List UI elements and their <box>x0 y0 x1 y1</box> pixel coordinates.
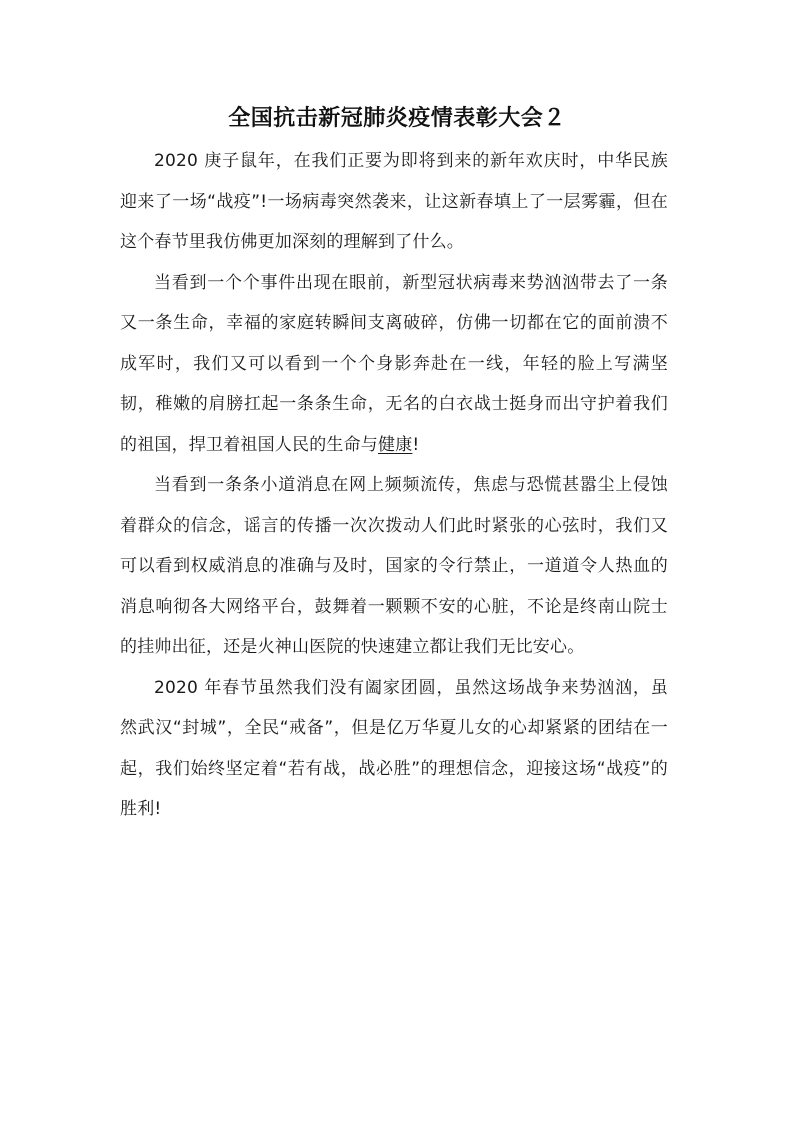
paragraph-1: 2020 庚子鼠年，在我们正要为即将到来的新年欢庆时，中华民族迎来了一场“战疫”!一场病毒突然袭来，让这新春填上了一层雾霾，但在这个春节里我仿佛更加深刻的理解到了什么。 <box>120 151 668 252</box>
paragraph-2-text: 当看到一个个事件出现在眼前，新型冠状病毒来势汹汹带去了一条又一条生命，幸福的家庭转瞬间支离破碎，仿佛一切都在它的面前溃不成军时，我们又可以看到一个个身影奔赴在一线，年轻的脸上写满坚韧，稚嫩的肩膀扛起一条条生命，无名的白衣战士挺身而出守护着我们的祖国，捍卫着祖国人民的生命与 <box>120 272 668 455</box>
paragraph-3: 当看到一条条小道消息在网上频频流传，焦虑与恐慌甚嚣尘上侵蚀着群众的信念，谣言的传播一次次拨动人们此时紧张的心弦时，我们又可以看到权威消息的准确与及时，国家的令行禁止，一道道令人热血的消息响彻各大网络平台，鼓舞着一颗颗不安的心脏，不论是终南山院士的挂帅出征，还是火神山医院的快速建立都让我们无比安心。 <box>120 475 668 657</box>
document-body <box>120 141 668 830</box>
paragraph-2-end: ! <box>412 434 420 455</box>
paragraph-2 <box>120 263 668 466</box>
underlined-word: 健康 <box>378 434 413 455</box>
paragraph-4: 2020 年春节虽然我们没有阖家团圆，虽然这场战争来势汹汹，虽然武汉“封城”，全民“戒备”，但是亿万华夏儿女的心却紧紧的团结在一起，我们始终坚定着“若有战，战必胜”的理想信念，迎接这场“战疫”的胜利! <box>120 677 668 819</box>
document-title: 全国抗击新冠肺炎疫情表彰大会２ <box>228 106 566 131</box>
